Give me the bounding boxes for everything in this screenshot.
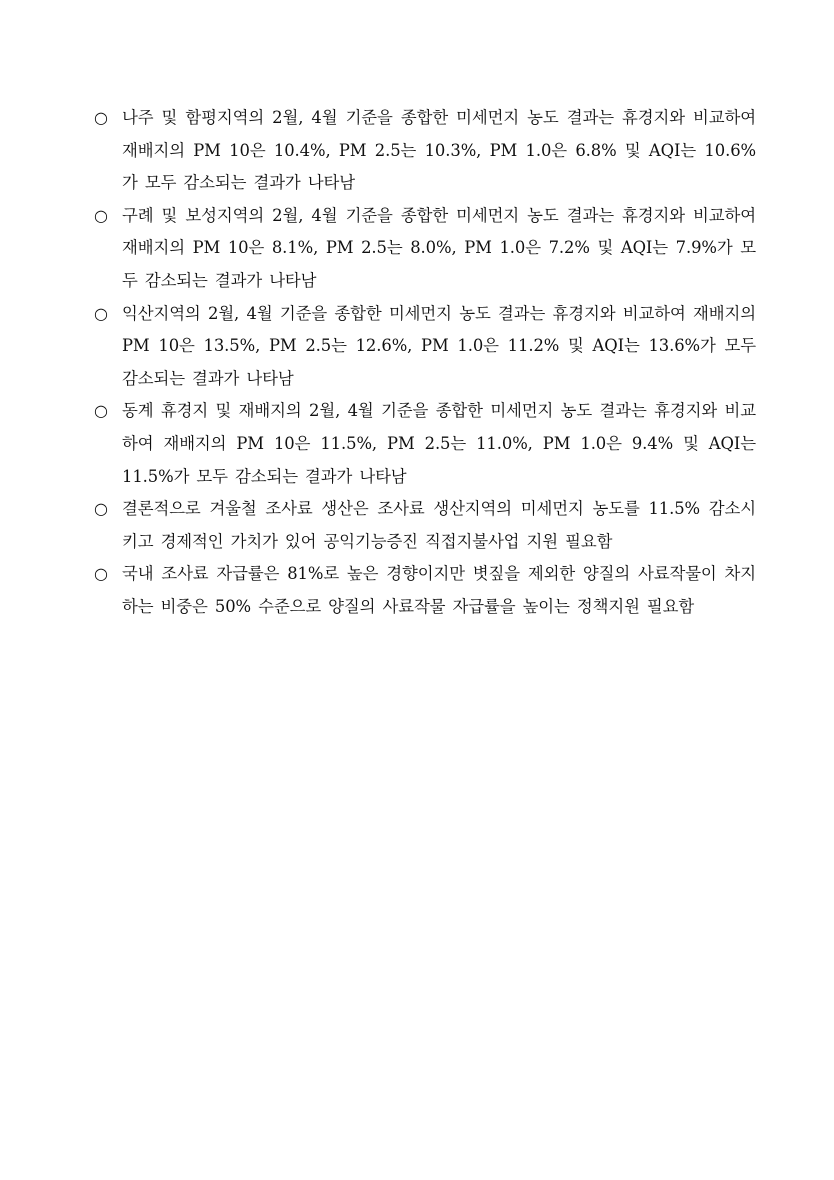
bullet-text: 구례 및 보성지역의 2월, 4월 기준을 종합한 미세먼지 농도 결과는 휴경지와 비교하여 재배지의 PM 10은 8.1%, PM 2.5는 8.0%, PM 1.0은 7.2% 및 AQI는 7.9%가 모두 감소되는 결과가 나타남 (122, 205, 756, 290)
bullet-text: 나주 및 함평지역의 2월, 4월 기준을 종합한 미세먼지 농도 결과는 휴경지와 비교하여 재배지의 PM 10은 10.4%, PM 2.5는 10.3%, PM 1.0은 6.8% 및 AQI는 10.6%가 모두 감소되는 결과가 나타남 (122, 108, 756, 193)
bullet-text: 동계 휴경지 및 재배지의 2월, 4월 기준을 종합한 미세먼지 농도 결과는 휴경지와 비교하여 재배지의 PM 10은 11.5%, PM 2.5는 11.0%, PM 1.0은 9.4% 및 AQI는 11.5%가 모두 감소되는 결과가 나타남 (122, 401, 756, 486)
bullet-text: 국내 조사료 자급률은 81%로 높은 경향이지만 볏짚을 제외한 양질의 사료작물이 차지하는 비중은 50% 수준으로 양질의 사료작물 자급률을 높이는 정책지원 필요함 (122, 564, 756, 616)
summary-bullet-list (94, 102, 756, 624)
bullet-item-forage-self-sufficiency (94, 558, 756, 623)
bullet-text: 익산지역의 2월, 4월 기준을 종합한 미세먼지 농도 결과는 휴경지와 비교하여 재배지의 PM 10은 13.5%, PM 2.5는 12.6%, PM 1.0은 11.2% 및 AQI는 13.6%가 모두 감소되는 결과가 나타남 (122, 303, 756, 388)
bullet-item-conclusion (94, 493, 756, 558)
circle-bullet-icon: ○ (94, 303, 108, 323)
bullet-item-gurye-boseong (94, 200, 756, 298)
circle-bullet-icon: ○ (94, 564, 108, 584)
circle-bullet-icon: ○ (94, 401, 108, 421)
bullet-item-naju-hampyeong (94, 102, 756, 200)
circle-bullet-icon: ○ (94, 108, 108, 127)
bullet-text: 결론적으로 겨울철 조사료 생산은 조사료 생산지역의 미세먼지 농도를 11.5% 감소시키고 경제적인 가치가 있어 공익기능증진 직접지불사업 지원 필요함 (122, 499, 756, 551)
bullet-item-iksan (94, 298, 756, 396)
circle-bullet-icon: ○ (94, 499, 108, 519)
bullet-item-winter-fallow-cultivated (94, 395, 756, 493)
circle-bullet-icon: ○ (94, 205, 108, 225)
